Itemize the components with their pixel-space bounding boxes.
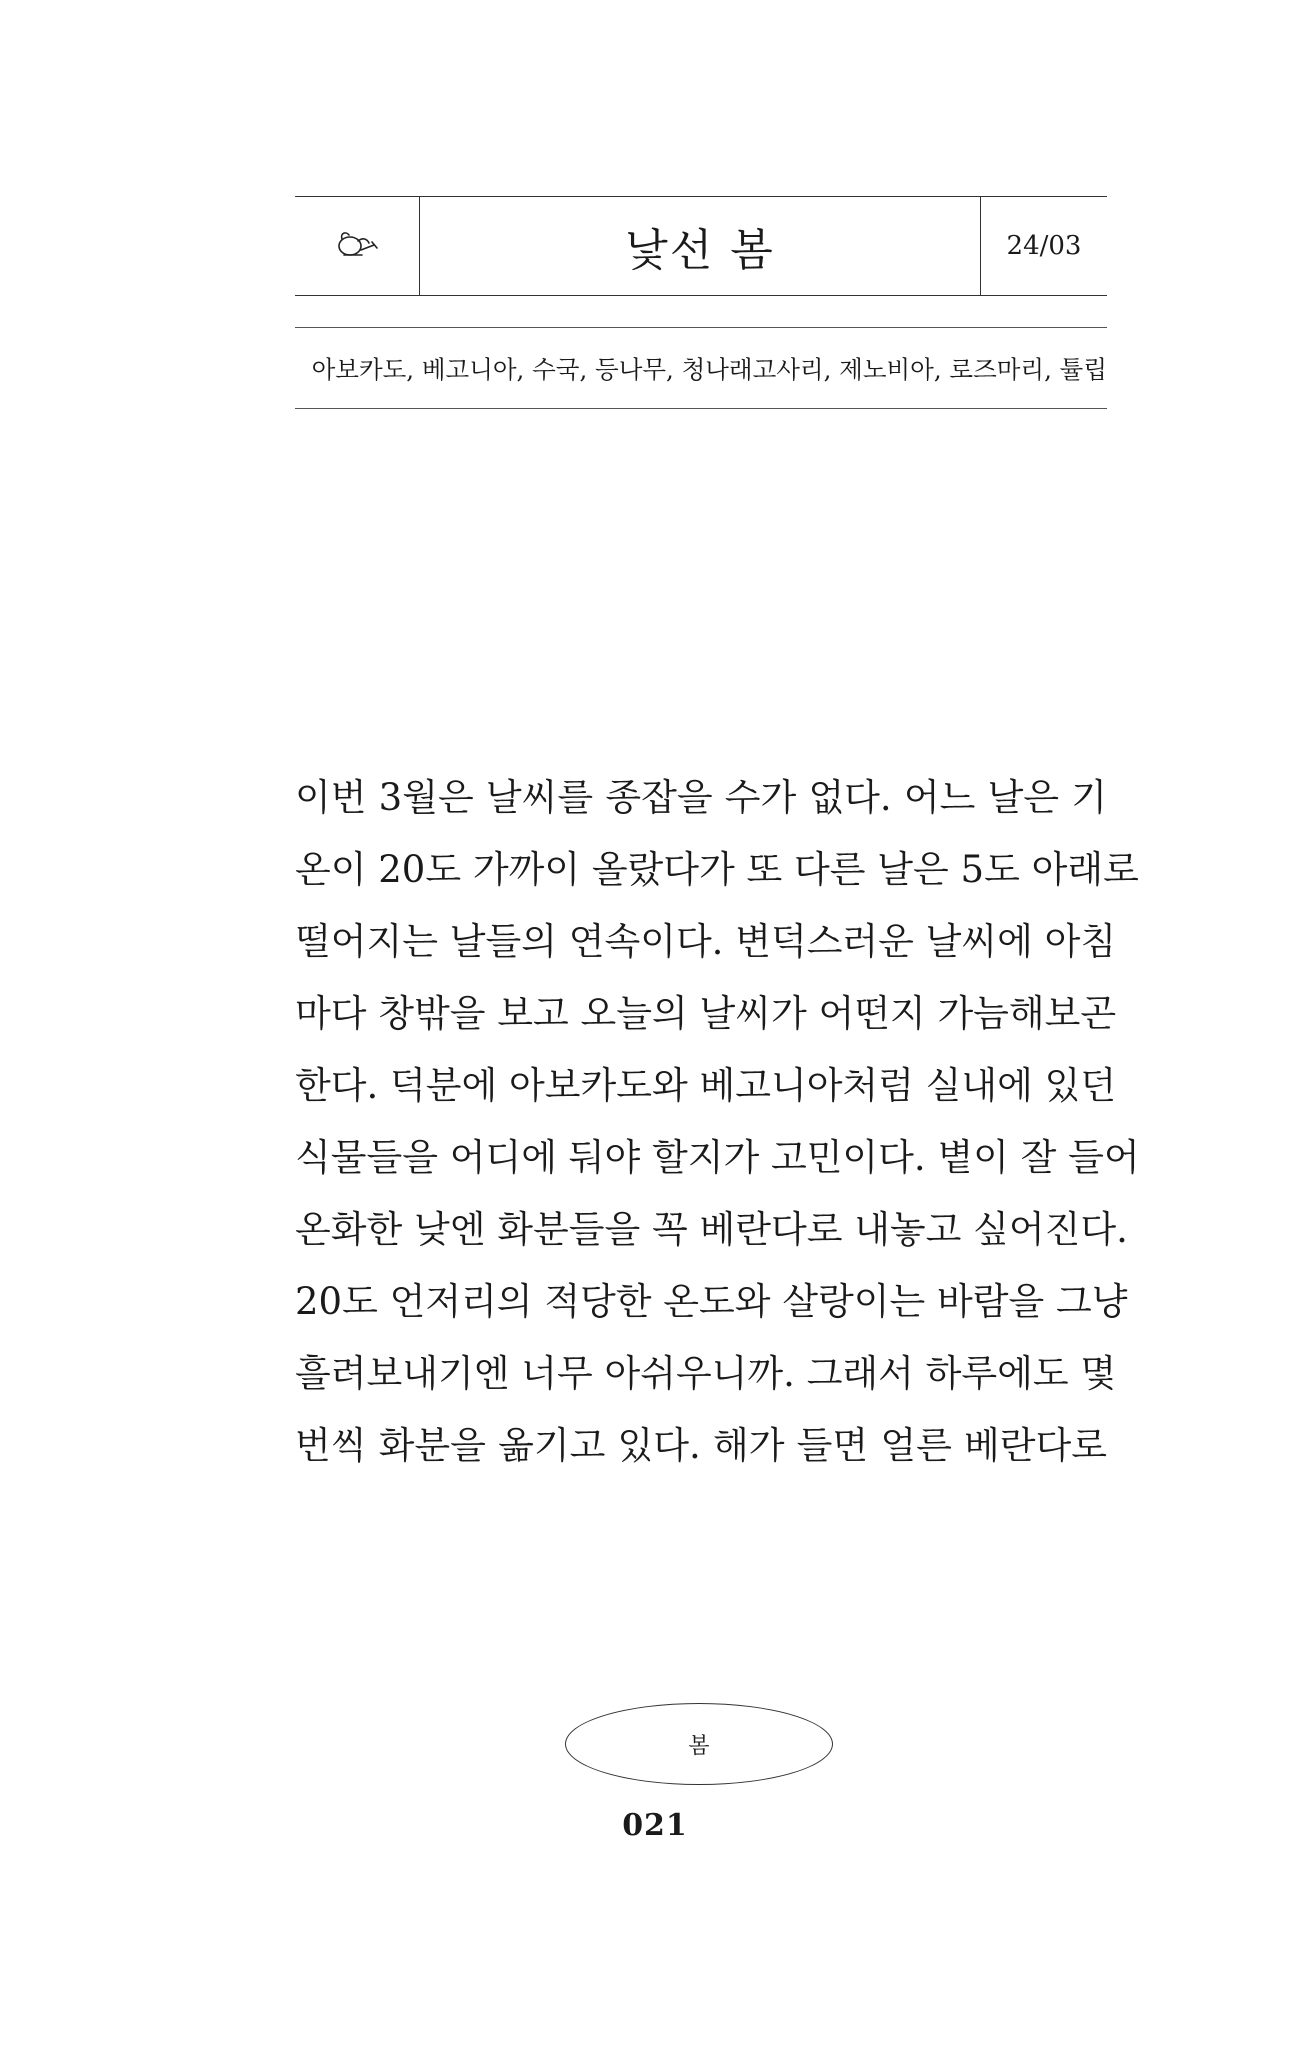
body-line: 온화한 낮엔 화분들을 꼭 베란다로 내놓고 싶어진다. <box>295 1208 1128 1251</box>
entry-header <box>295 196 1107 296</box>
body-line: 20도 언저리의 적당한 온도와 살랑이는 바람을 그냥 <box>295 1280 1128 1323</box>
plant-tags: 아보카도, 베고니아, 수국, 등나무, 청나래고사리, 제노비아, 로즈마리, 튤립 <box>295 327 1107 409</box>
entry-title: 낯선 봄 <box>625 225 775 276</box>
page-number: 021 <box>622 1808 688 1843</box>
body-paragraph <box>295 762 1140 1482</box>
body-line: 마다 창밖을 보고 오늘의 날씨가 어떤지 가늠해보곤 <box>295 992 1117 1035</box>
chapter-label-text: 봄 <box>688 1733 710 1759</box>
body-line: 한다. 덕분에 아보카도와 베고니아처럼 실내에 있던 <box>295 1064 1117 1107</box>
body-line: 떨어지는 날들의 연속이다. 변덕스러운 날씨에 아침 <box>295 920 1117 963</box>
body-line: 흘려보내기엔 너무 아쉬우니까. 그래서 하루에도 몇 <box>295 1352 1117 1395</box>
header-icon-cell <box>295 197 420 295</box>
watering-can-icon <box>334 229 380 263</box>
body-line: 식물들을 어디에 둬야 할지가 고민이다. 볕이 잘 들어 <box>295 1136 1140 1179</box>
body-line: 번씩 화분을 옮기고 있다. 해가 들면 얼른 베란다로 <box>295 1424 1107 1467</box>
body-line: 온이 20도 가까이 올랐다가 또 다른 날은 5도 아래로 <box>295 848 1139 891</box>
chapter-label <box>565 1703 833 1785</box>
body-line: 이번 3월은 날씨를 종잡을 수가 없다. 어느 날은 기 <box>295 776 1107 819</box>
entry-date: 24/03 <box>980 197 1107 295</box>
